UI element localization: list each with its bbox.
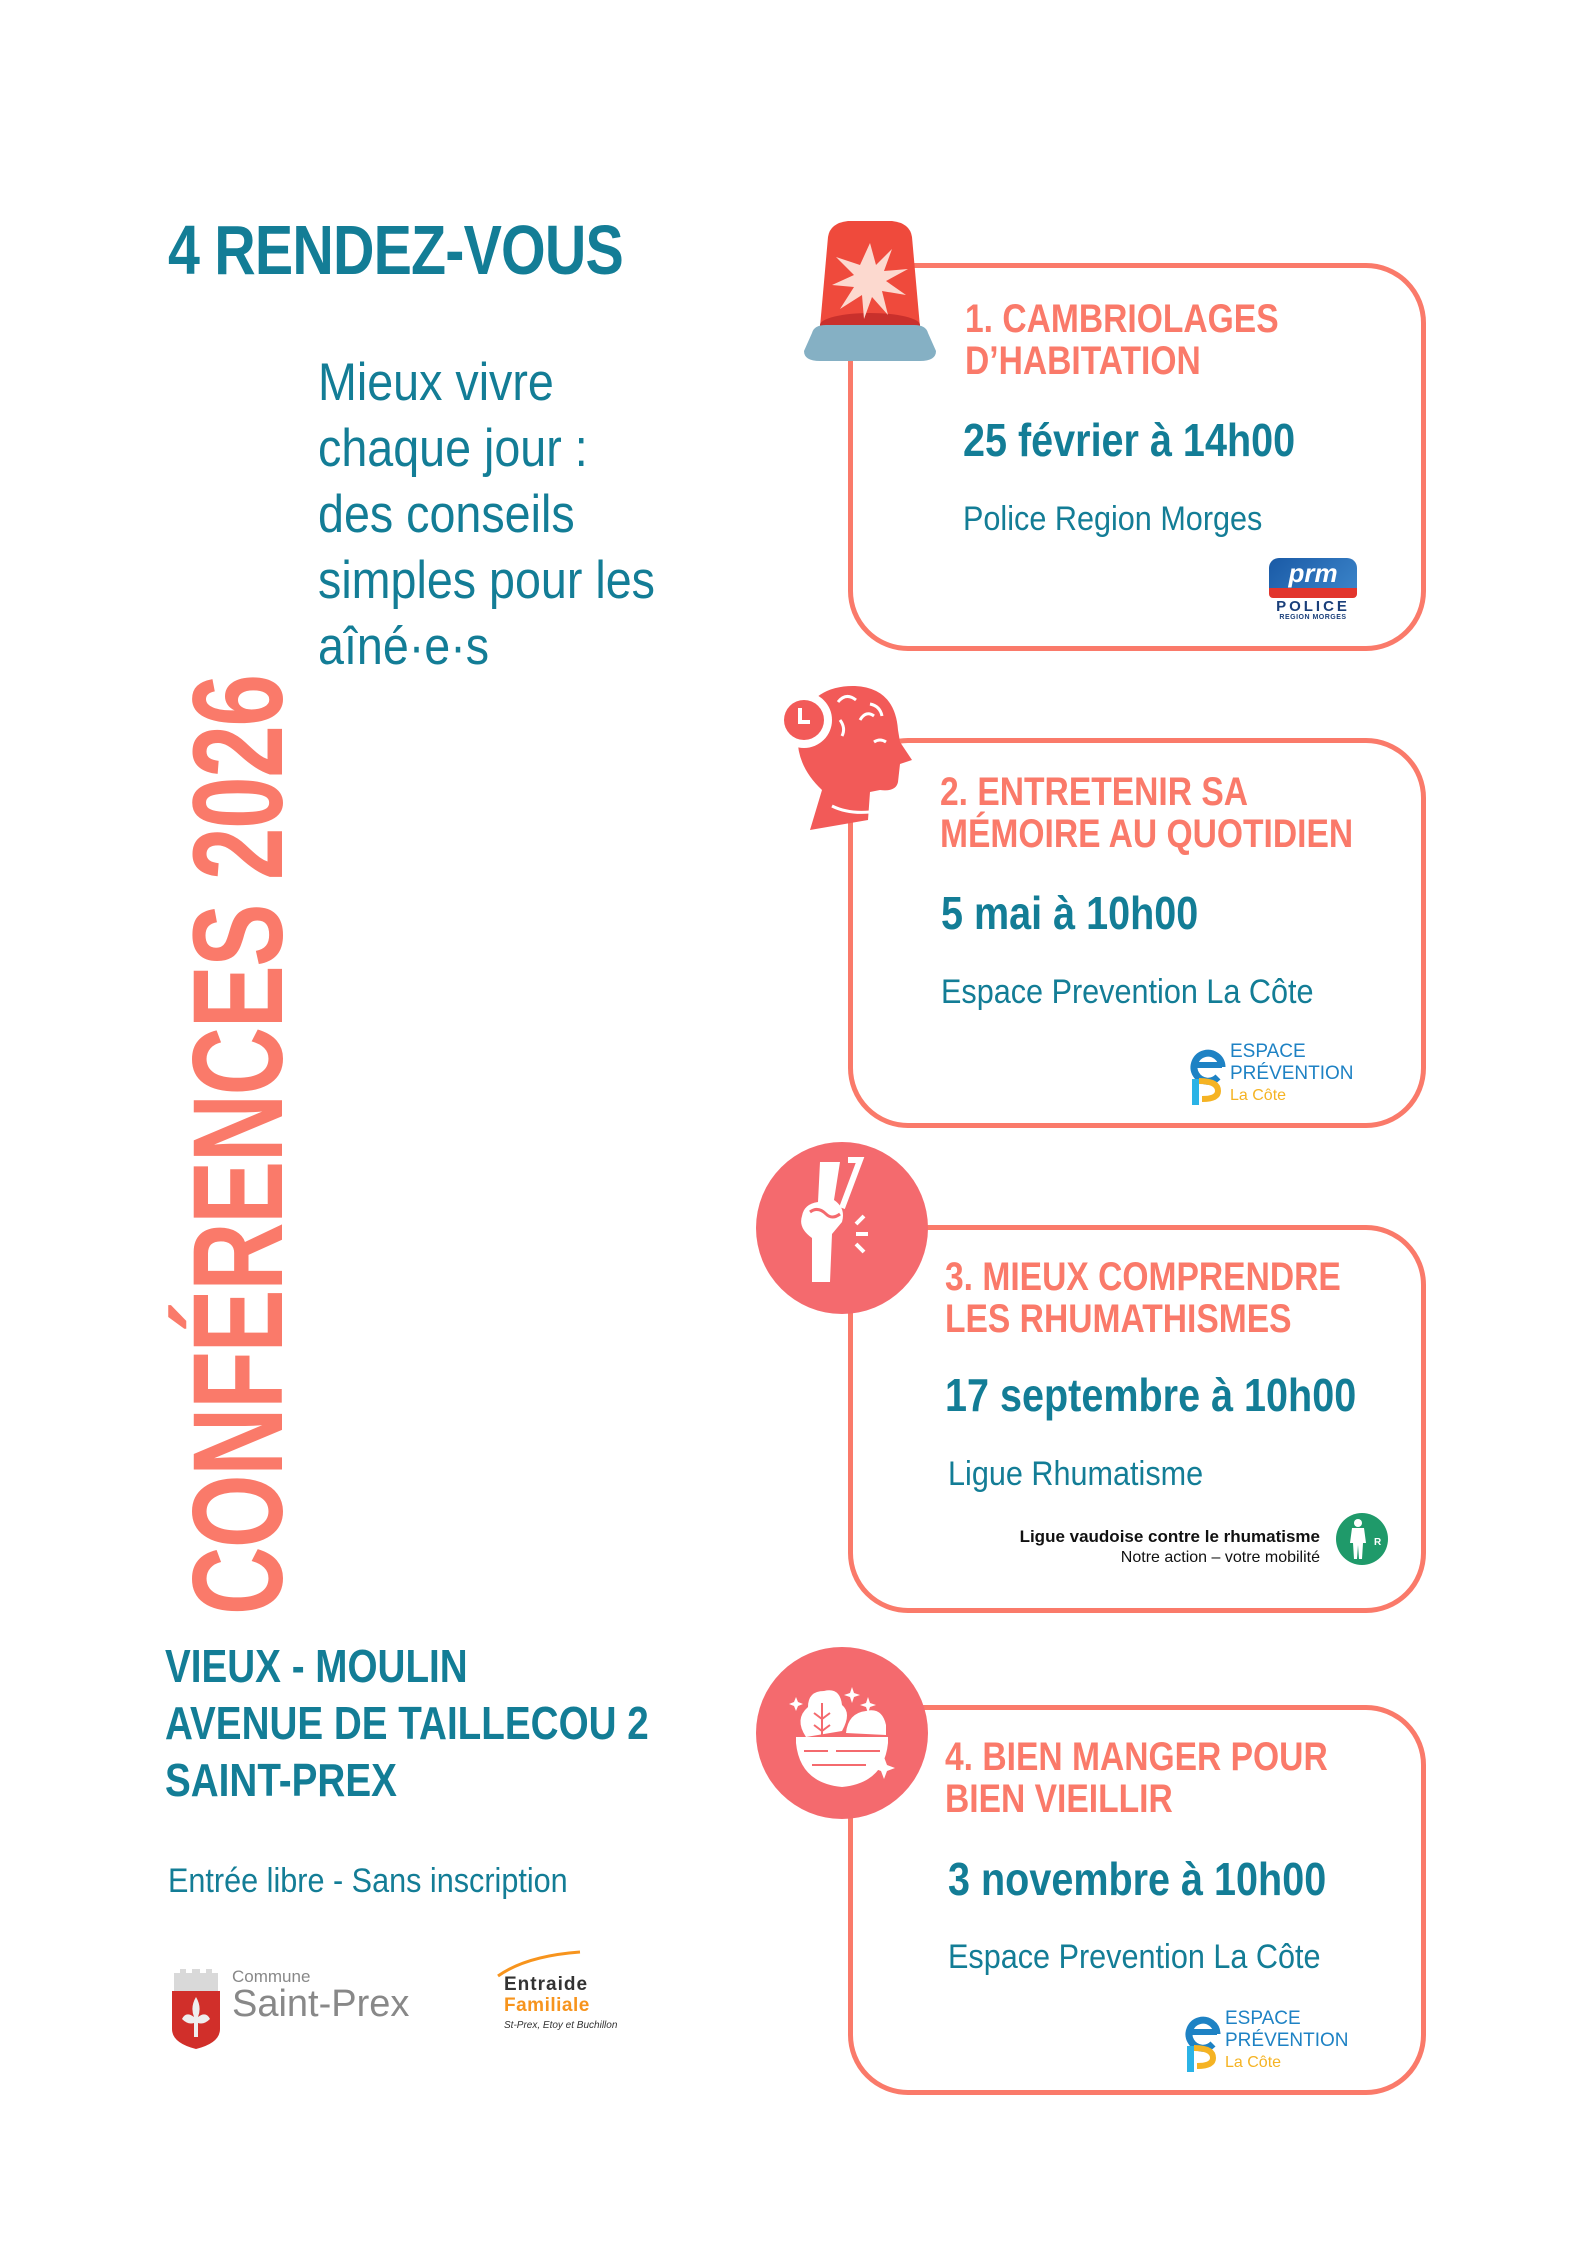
prm-line2: REGION MORGES <box>1279 614 1347 621</box>
entraide-line2: Familiale <box>504 1995 590 2016</box>
ligue-line2: Notre action – votre mobilité <box>1120 1549 1320 1566</box>
salad-bowl-icon <box>756 1647 928 1819</box>
head-brain-clock-icon <box>770 680 920 840</box>
siren-icon <box>790 215 950 365</box>
venue-line: VIEUX - MOULIN <box>165 1640 468 1692</box>
event-title <box>945 1256 1416 1340</box>
commune-saint-prex-logo <box>170 1965 440 2055</box>
knee-joint-icon <box>756 1142 928 1314</box>
subtitle <box>318 350 758 680</box>
ep-text <box>1230 1041 1354 1107</box>
prm-wave <box>1269 588 1357 598</box>
event-card-2 <box>848 738 1426 1128</box>
event-card-3 <box>848 1225 1426 1613</box>
ligue-rhumatisme-logo <box>853 1527 1320 1577</box>
event-title-line: 3. MIEUX COMPRENDRE <box>945 1255 1341 1299</box>
event-title <box>965 298 1338 382</box>
event-title <box>945 1736 1401 1820</box>
ep-mark-icon <box>1188 1041 1228 1105</box>
event-title-line: 2. ENTRETENIR SA <box>940 770 1249 814</box>
event-title-line: MÉMOIRE AU QUOTIDIEN <box>940 812 1354 856</box>
prm-line1: POLICE <box>1276 598 1350 615</box>
svg-text:R: R <box>1374 1537 1382 1548</box>
subtitle-line: des conseils <box>318 485 575 544</box>
event-date: 5 mai à 10h00 <box>941 887 1199 939</box>
event-title-line: LES RHUMATHISMES <box>945 1297 1292 1341</box>
event-organizer: Espace Prevention La Côte <box>948 1938 1321 1976</box>
ep-line1: ESPACE <box>1225 2008 1301 2029</box>
vertical-title-text: CONFÉRENCES 2026 <box>167 675 310 1615</box>
ligue-mark-icon <box>1336 1513 1388 1565</box>
subtitle-line: simples pour les <box>318 551 655 610</box>
event-title-line: BIEN VIEILLIR <box>945 1777 1173 1821</box>
ep-line2: PRÉVENTION <box>1230 1063 1354 1084</box>
event-card-4 <box>848 1705 1426 2095</box>
prm-badge: prm <box>1269 558 1357 592</box>
venue-line: SAINT-PREX <box>165 1754 397 1806</box>
subtitle-line: chaque jour : <box>318 419 588 478</box>
police-region-morges-logo <box>1265 558 1361 622</box>
ep-line3: La Côte <box>1230 1087 1287 1104</box>
espace-prevention-logo <box>1188 1041 1388 1111</box>
event-organizer: Police Region Morges <box>963 500 1263 538</box>
event-title <box>940 771 1432 855</box>
subtitle-line: aîné·e·s <box>318 617 490 676</box>
event-date: 25 février à 14h00 <box>963 414 1296 466</box>
event-date: 17 septembre à 10h00 <box>945 1369 1357 1421</box>
event-title-line: D’HABITATION <box>965 339 1201 383</box>
ep-line1: ESPACE <box>1230 1041 1306 1062</box>
event-title-line: 1. CAMBRIOLAGES <box>965 297 1279 341</box>
entry-info: Entrée libre - Sans inscription <box>168 1862 568 1900</box>
entraide-familiale-logo <box>496 1950 646 2050</box>
saint-prex-label: Saint-Prex <box>232 1983 410 2025</box>
ligue-line1: Ligue vaudoise contre le rhumatisme <box>1019 1527 1320 1546</box>
commune-label: Commune <box>232 1967 311 1986</box>
ep-line2: PRÉVENTION <box>1225 2030 1349 2051</box>
entraide-line1: Entraide <box>504 1974 589 1995</box>
espace-prevention-logo <box>1183 2008 1383 2078</box>
saint-prex-shield-icon <box>170 1965 222 2049</box>
page-title: 4 RENDEZ-VOUS <box>168 211 623 289</box>
event-date: 3 novembre à 10h00 <box>948 1853 1327 1905</box>
event-organizer: Ligue Rhumatisme <box>948 1455 1204 1493</box>
event-organizer: Espace Prevention La Côte <box>941 973 1314 1011</box>
vertical-title <box>165 345 312 1615</box>
subtitle-line: Mieux vivre <box>318 353 554 412</box>
ep-line3: La Côte <box>1225 2054 1282 2071</box>
venue-line: AVENUE DE TAILLECOU 2 <box>165 1697 649 1749</box>
ep-mark-icon <box>1183 2008 1223 2072</box>
ep-text <box>1225 2008 1349 2074</box>
entraide-line3: St-Prex, Etoy et Buchillon <box>504 2020 618 2031</box>
venue-address <box>165 1638 741 1809</box>
event-title-line: 4. BIEN MANGER POUR <box>945 1735 1328 1779</box>
